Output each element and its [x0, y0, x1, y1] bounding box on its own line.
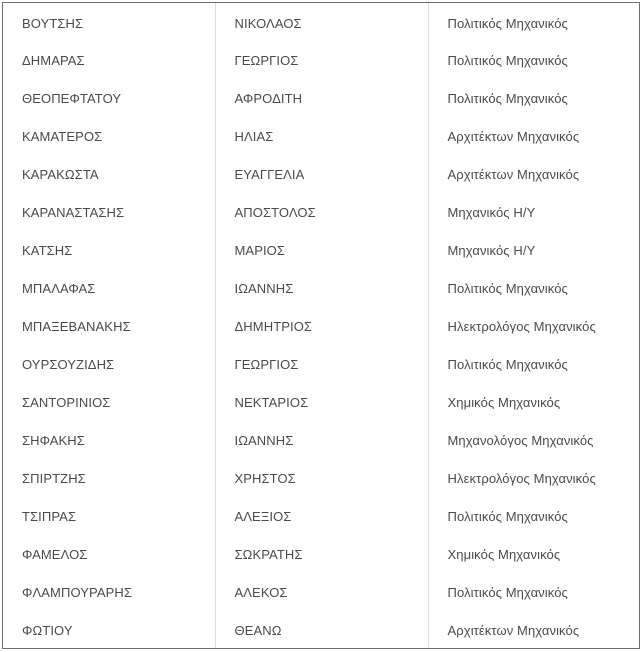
cell-specialty: Αρχιτέκτων Μηχανικός	[447, 166, 580, 182]
table-row	[3, 573, 639, 611]
cell-surname: ΒΟΥΤΣΗΣ	[3, 3, 215, 41]
table-row	[3, 41, 639, 79]
table-row	[3, 345, 639, 383]
cell-firstname: ΝΕΚΤΑΡΙΟΣ	[215, 383, 428, 421]
cell-firstname: ΑΠΟΣΤΟΛΟΣ	[215, 193, 428, 231]
cell-specialty: Ηλεκτρολόγος Μηχανικός	[447, 318, 596, 334]
table-row	[3, 307, 639, 345]
cell-specialty: Πολιτικός Μηχανικός	[447, 52, 568, 68]
cell-firstname: ΣΩΚΡΑΤΗΣ	[215, 535, 428, 573]
cell-surname: ΚΑΤΣΗΣ	[3, 231, 215, 269]
cell-firstname: ΘΕΑΝΩ	[215, 611, 428, 649]
table-row	[3, 269, 639, 307]
cell-firstname: ΓΕΩΡΓΙΟΣ	[215, 345, 428, 383]
cell-firstname: ΝΙΚΟΛΑΟΣ	[215, 3, 428, 41]
table-row	[3, 421, 639, 459]
data-table-container	[2, 2, 640, 649]
cell-surname: ΚΑΡΑΝΑΣΤΑΣΗΣ	[3, 193, 215, 231]
table-row	[3, 459, 639, 497]
cell-firstname: ΜΑΡΙΟΣ	[215, 231, 428, 269]
cell-firstname: ΑΛΕΚΟΣ	[215, 573, 428, 611]
cell-specialty: Ηλεκτρολόγος Μηχανικός	[447, 470, 596, 486]
cell-specialty: Αρχιτέκτων Μηχανικός	[447, 128, 580, 144]
cell-specialty: Πολιτικός Μηχανικός	[447, 584, 568, 600]
cell-surname: ΣΑΝΤΟΡΙΝΙΟΣ	[3, 383, 215, 421]
cell-specialty: Μηχανικός Η/Υ	[447, 242, 536, 258]
table-row	[3, 79, 639, 117]
cell-specialty: Πολιτικός Μηχανικός	[447, 90, 568, 106]
table-row	[3, 611, 639, 649]
cell-firstname: ΑΛΕΞΙΟΣ	[215, 497, 428, 535]
cell-surname: ΜΠΑΞΕΒΑΝΑΚΗΣ	[3, 307, 215, 345]
cell-surname: ΟΥΡΣΟΥΖΙΔΗΣ	[3, 345, 215, 383]
table-body	[3, 3, 639, 649]
table-row	[3, 497, 639, 535]
cell-firstname: ΙΩΑΝΝΗΣ	[215, 421, 428, 459]
table-row	[3, 231, 639, 269]
table-row	[3, 117, 639, 155]
data-table	[3, 3, 639, 649]
cell-firstname: ΧΡΗΣΤΟΣ	[215, 459, 428, 497]
cell-firstname: ΗΛΙΑΣ	[215, 117, 428, 155]
cell-firstname: ΑΦΡΟΔΙΤΗ	[215, 79, 428, 117]
table-row	[3, 383, 639, 421]
cell-surname: ΘΕΟΠΕΦΤΑΤΟΥ	[3, 79, 215, 117]
table-row	[3, 193, 639, 231]
cell-specialty: Μηχανολόγος Μηχανικός	[447, 432, 594, 448]
cell-specialty: Χημικός Μηχανικός	[447, 546, 561, 562]
cell-specialty: Πολιτικός Μηχανικός	[447, 15, 568, 31]
table-row	[3, 155, 639, 193]
cell-specialty: Χημικός Μηχανικός	[447, 394, 561, 410]
cell-surname: ΣΠΙΡΤΖΗΣ	[3, 459, 215, 497]
cell-surname: ΚΑΡΑΚΩΣΤΑ	[3, 155, 215, 193]
cell-firstname: ΙΩΑΝΝΗΣ	[215, 269, 428, 307]
cell-surname: ΣΗΦΑΚΗΣ	[3, 421, 215, 459]
table-row	[3, 535, 639, 573]
cell-specialty: Πολιτικός Μηχανικός	[447, 356, 568, 372]
cell-surname: ΜΠΑΛΑΦΑΣ	[3, 269, 215, 307]
cell-surname: ΚΑΜΑΤΕΡΟΣ	[3, 117, 215, 155]
cell-firstname: ΔΗΜΗΤΡΙΟΣ	[215, 307, 428, 345]
cell-surname: ΦΩΤΙΟΥ	[3, 611, 215, 649]
cell-specialty: Αρχιτέκτων Μηχανικός	[447, 622, 580, 638]
cell-specialty: Πολιτικός Μηχανικός	[447, 508, 568, 524]
cell-firstname: ΕΥΑΓΓΕΛΙΑ	[215, 155, 428, 193]
cell-specialty: Πολιτικός Μηχανικός	[447, 280, 568, 296]
cell-surname: ΤΣΙΠΡΑΣ	[3, 497, 215, 535]
table-row	[3, 3, 639, 41]
cell-surname: ΦΛΑΜΠΟΥΡΑΡΗΣ	[3, 573, 215, 611]
cell-firstname: ΓΕΩΡΓΙΟΣ	[215, 41, 428, 79]
cell-surname: ΦΑΜΕΛΟΣ	[3, 535, 215, 573]
cell-surname: ΔΗΜΑΡΑΣ	[3, 41, 215, 79]
cell-specialty: Μηχανικός Η/Υ	[447, 204, 536, 220]
